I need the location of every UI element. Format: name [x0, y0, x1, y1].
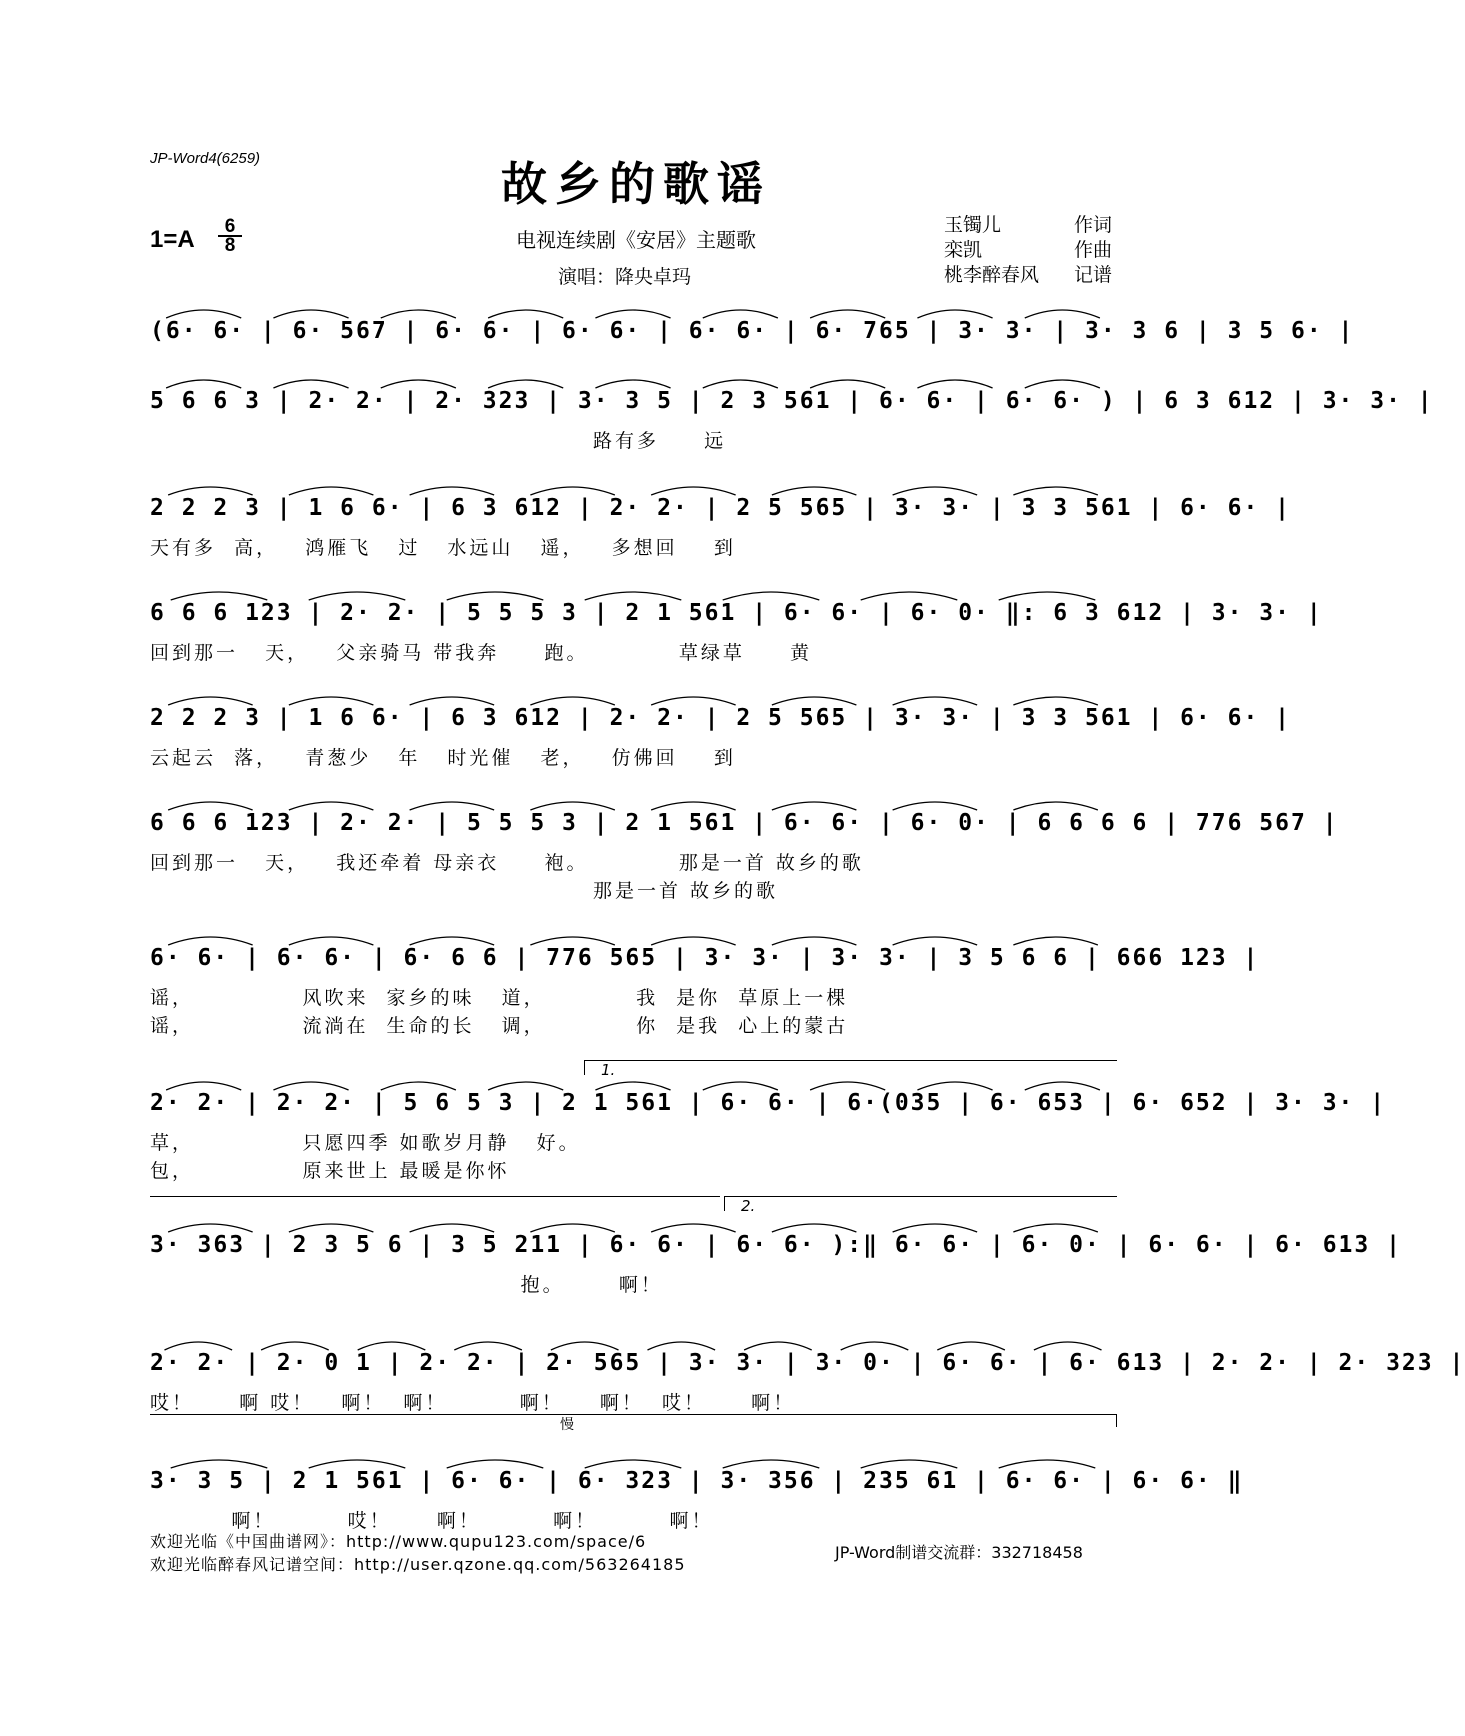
slur-arc — [893, 697, 978, 705]
note-row: 2 2 2 3 | 1 6 6· | 6 3 612 | 2· 2· | 2 5 565 | 3· 3· | 3 3 561 | 6· 6· | — [150, 495, 1291, 521]
credit-role: 记谱 — [1073, 264, 1112, 286]
credit-name: 玉镯儿 — [944, 214, 1002, 236]
lyricist-credit — [944, 210, 1112, 237]
lyric-row: 云起云 落， 青葱少 年 时光催 老， 仿佛回 到 — [150, 747, 736, 769]
slur-arc — [381, 380, 456, 388]
note-row: 3· 363 | 2 3 5 6 | 3 5 211 | 6· 6· | 6· 6· ):‖ 6· 6· | 6· 0· | 6· 6· | 6· 613 | — [150, 1232, 1402, 1258]
slur-arc — [585, 1460, 682, 1468]
lyric-row: 路有多 远 — [150, 430, 727, 452]
slur-arc — [772, 937, 857, 945]
slur-arc — [289, 487, 374, 495]
slur-arc — [410, 1224, 495, 1232]
note-row: 6 6 6 123 | 2· 2· | 5 5 5 3 | 2 1 561 | 6· 6· | 6· 0· | 6 6 6 6 | 776 567 | — [150, 810, 1339, 836]
slur-arc — [410, 697, 495, 705]
slur-arc — [551, 1342, 619, 1350]
slur-arc — [488, 310, 563, 318]
slur-arc — [893, 937, 978, 945]
note-row: 2· 2· | 2· 2· | 5 6 5 3 | 2 1 561 | 6· 6· | 6·(035 | 6· 653 | 6· 652 | 3· 3· | — [150, 1090, 1387, 1116]
slur-arc — [651, 802, 736, 810]
slur-arc — [171, 1460, 268, 1468]
lyric-row: 回到那一 天， 父亲骑马 带我奔 跑。 草绿草 黄 — [150, 642, 813, 664]
slur-arc — [1034, 1342, 1102, 1350]
software-version-label: JP-Word4(6259) — [150, 150, 261, 167]
volta-label: 2. — [741, 1197, 756, 1215]
slur-arc — [289, 802, 374, 810]
footer-group-info: JP-Word制谱交流群：332718458 — [835, 1543, 1083, 1562]
credit-name: 桃李醉春风 — [944, 264, 1040, 286]
slur-arc — [454, 1342, 522, 1350]
slur-arc — [841, 1342, 909, 1350]
slur-arc — [447, 1460, 544, 1468]
slur-arc — [585, 592, 682, 600]
ending-bracket — [150, 1414, 1117, 1427]
singer-credit: 演唱：降央卓玛 — [558, 266, 692, 288]
credit-role: 作词 — [1073, 214, 1112, 236]
slur-arc — [447, 592, 544, 600]
slur-arc — [917, 380, 992, 388]
slur-arc — [530, 1224, 615, 1232]
slur-arc — [273, 1082, 348, 1090]
slur-arc — [1025, 1082, 1100, 1090]
first-ending-bracket — [584, 1060, 1117, 1079]
lyric-row: 谣， 风吹来 家乡的味 道， 我 是你 草原上一棵 — [150, 987, 849, 1009]
meter-numerator: 6 — [224, 216, 236, 237]
composer-credit — [944, 235, 1112, 262]
slur-arc — [703, 1082, 778, 1090]
slur-arc — [530, 487, 615, 495]
slur-arc — [488, 1082, 563, 1090]
lyric-row: 回到那一 天， 我还牵着 母亲衣 袍。 那是一首 故乡的歌 — [150, 852, 864, 874]
slur-arc — [893, 802, 978, 810]
slur-arc — [530, 697, 615, 705]
slur-arc — [273, 310, 348, 318]
slur-arc — [861, 1460, 958, 1468]
first-ending-bracket-cont — [150, 1196, 720, 1198]
slur-arc — [410, 937, 495, 945]
lyric-row: 哎！ 啊 哎！ 啊！ 啊！ 啊！ 啊！ 哎！ 啊！ — [150, 1392, 796, 1414]
slur-arc — [595, 310, 670, 318]
slur-arc — [772, 802, 857, 810]
lyric-row: 啊！ 哎！ 啊！ 啊！ 啊！ — [150, 1510, 714, 1532]
slur-arc — [289, 1224, 374, 1232]
slur-arc — [703, 310, 778, 318]
slur-arc — [530, 937, 615, 945]
slur-arc — [1013, 697, 1098, 705]
footer-website-link[interactable]: 欢迎光临《中国曲谱网》：http://www.qupu123.com/space/6 — [150, 1532, 647, 1551]
note-row: 5 6 6 3 | 2· 2· | 2· 323 | 3· 3 5 | 2 3 561 | 6· 6· | 6· 6· ) | 6 3 612 | 3· 3· | — [150, 388, 1434, 414]
lyric-row: 那是一首 故乡的歌 — [150, 880, 778, 902]
song-title: 故乡的歌谣 — [501, 157, 771, 211]
slur-arc — [893, 1224, 978, 1232]
slur-arc — [647, 1342, 715, 1350]
slur-arc — [651, 937, 736, 945]
slur-arc — [166, 1082, 241, 1090]
slur-arc — [381, 310, 456, 318]
slur-arc — [1013, 1224, 1098, 1232]
key-signature: 1=A — [150, 226, 195, 253]
credit-role: 作曲 — [1073, 239, 1112, 261]
footer-qzone-link[interactable]: 欢迎光临醉春风记谱空间：http://user.qzone.qq.com/563264185 — [150, 1555, 686, 1574]
lyric-row: 谣， 流淌在 生命的长 调， 你 是我 心上的蒙古 — [150, 1015, 849, 1037]
slur-arc — [1013, 802, 1098, 810]
slur-arc — [171, 592, 268, 600]
slur-arc — [772, 697, 857, 705]
slur-arc — [651, 1224, 736, 1232]
slur-arc — [772, 487, 857, 495]
volta-label: 1. — [601, 1061, 616, 1079]
slur-arc — [261, 1342, 329, 1350]
slur-arc — [358, 1342, 426, 1350]
slur-arc — [744, 1342, 812, 1350]
slur-arc — [289, 697, 374, 705]
slur-arc — [410, 487, 495, 495]
slur-arc — [999, 1460, 1096, 1468]
transcriber-credit — [944, 260, 1112, 287]
slur-arc — [810, 310, 885, 318]
slur-arc — [1013, 937, 1098, 945]
lyric-row: 包， 原来世上 最暖是你怀 — [150, 1160, 510, 1182]
slur-arc — [410, 802, 495, 810]
slur-arc — [289, 937, 374, 945]
slur-arc — [810, 1082, 885, 1090]
note-row: 3· 3 5 | 2 1 561 | 6· 6· | 6· 323 | 3· 356 | 235 61 | 6· 6· | 6· 6· ‖ — [150, 1468, 1244, 1494]
slur-arc — [309, 592, 406, 600]
slur-arc — [595, 380, 670, 388]
slur-arc — [530, 802, 615, 810]
lyric-row: 天有多 高， 鸿雁飞 过 水远山 遥， 多想回 到 — [150, 537, 736, 559]
slur-arc — [772, 1224, 857, 1232]
lyric-row: 抱。 啊！ — [150, 1274, 663, 1296]
note-row: 2· 2· | 2· 0 1 | 2· 2· | 2· 565 | 3· 3· | 3· 0· | 6· 6· | 6· 613 | 2· 2· | 2· 323 | — [150, 1350, 1465, 1376]
slur-arc — [1025, 380, 1100, 388]
slur-arc — [810, 380, 885, 388]
slur-arc — [1013, 487, 1098, 495]
slur-arc — [273, 380, 348, 388]
slur-arc — [893, 487, 978, 495]
slur-arc — [488, 380, 563, 388]
slur-arc — [1025, 310, 1100, 318]
slur-arc — [651, 697, 736, 705]
slur-arc — [937, 1342, 1005, 1350]
tempo-marking: 慢 — [560, 1417, 574, 1433]
slur-arc — [723, 592, 820, 600]
slur-arc — [917, 1082, 992, 1090]
slur-arc — [595, 1082, 670, 1090]
slur-arc — [168, 802, 253, 810]
slur-arc — [651, 487, 736, 495]
meter-denominator: 8 — [218, 235, 242, 254]
slur-arc — [168, 1224, 253, 1232]
slur-arc — [164, 1342, 232, 1350]
slur-arc — [381, 1082, 456, 1090]
slur-arc — [861, 592, 958, 600]
slur-arc — [168, 937, 253, 945]
slur-arc — [166, 380, 241, 388]
slur-arc — [917, 310, 992, 318]
slur-arc — [168, 697, 253, 705]
lyric-row: 草， 只愿四季 如歌岁月静 好。 — [150, 1132, 581, 1154]
note-row: 6 6 6 123 | 2· 2· | 5 5 5 3 | 2 1 561 | 6· 6· | 6· 0· ‖: 6 3 612 | 3· 3· | — [150, 600, 1323, 626]
slur-arc — [168, 487, 253, 495]
slur-arc — [309, 1460, 406, 1468]
note-row: (6· 6· | 6· 567 | 6· 6· | 6· 6· | 6· 6· | 6· 765 | 3· 3· | 3· 3 6 | 3 5 6· | — [150, 318, 1355, 344]
slur-arc — [703, 380, 778, 388]
credit-name: 栾凯 — [944, 239, 983, 261]
second-ending-bracket — [724, 1196, 1117, 1215]
song-subtitle: 电视连续剧《安居》主题歌 — [516, 228, 756, 252]
slur-arc — [999, 592, 1096, 600]
slur-arc — [723, 1460, 820, 1468]
note-row: 6· 6· | 6· 6· | 6· 6 6 | 776 565 | 3· 3· | 3· 3· | 3 5 6 6 | 666 123 | — [150, 945, 1260, 971]
note-row: 2 2 2 3 | 1 6 6· | 6 3 612 | 2· 2· | 2 5 565 | 3· 3· | 3 3 561 | 6· 6· | — [150, 705, 1291, 731]
slur-arc — [166, 310, 241, 318]
